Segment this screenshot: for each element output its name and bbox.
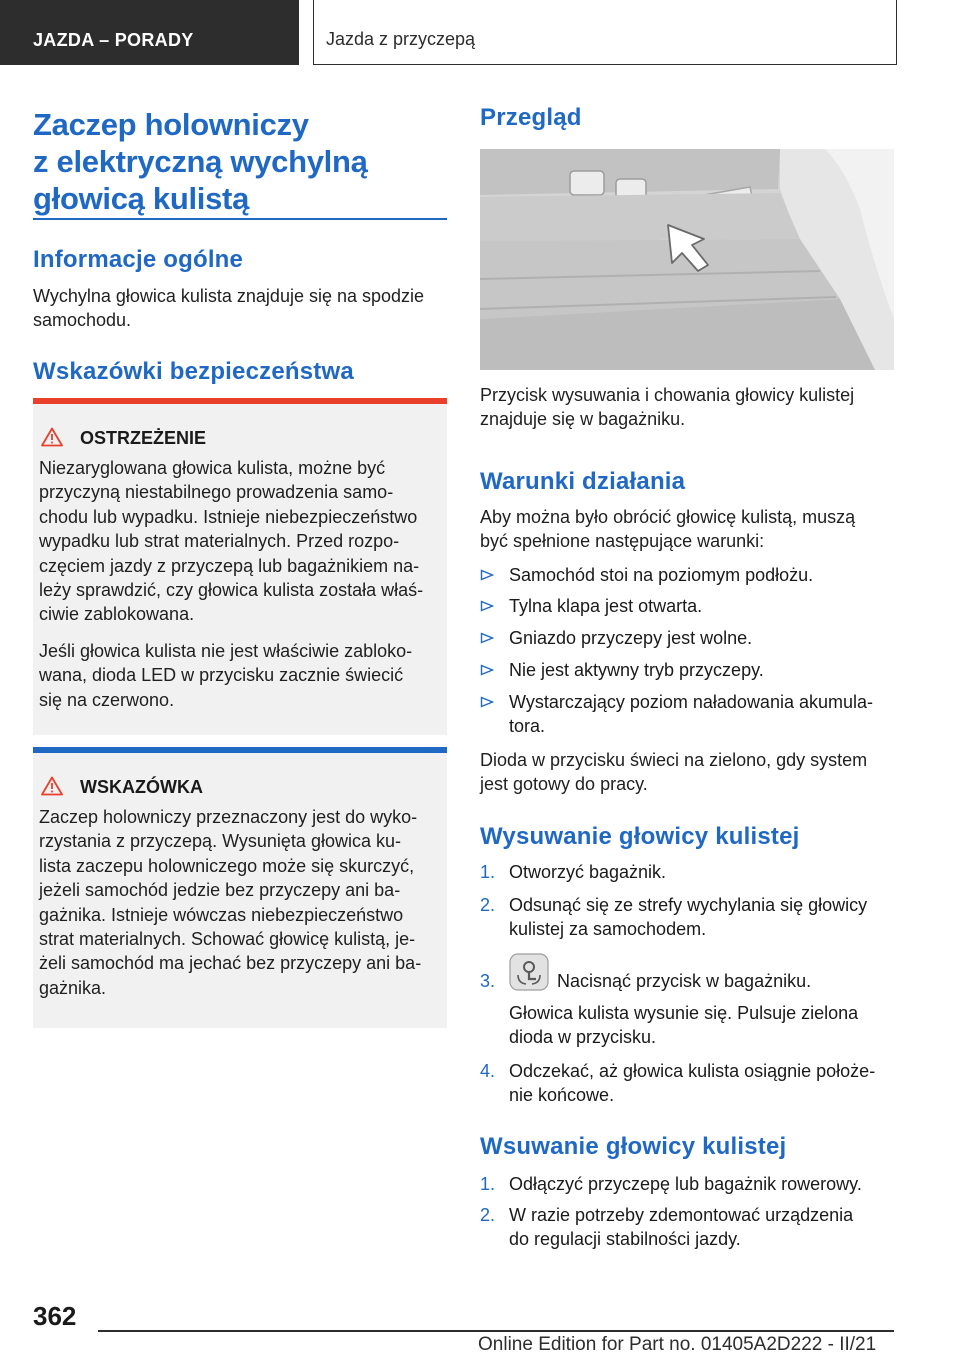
- title-line: Zaczep holowniczy: [33, 107, 309, 142]
- title-line: z elektryczną wychylną: [33, 144, 368, 179]
- notice-bar: [33, 747, 447, 753]
- retract-step: 2. W razie potrzeby zdemontować urządzenia do regulacji stabilności jazdy.: [480, 1205, 854, 1249]
- conditions-heading: Warunki działania: [480, 468, 686, 495]
- warning-text: Niezaryglowana głowica kulista, możne być przyczyną niestabilnego prowadzenia samo‐ chodu lub wypadku. Istnieje niebezpieczeństwo wypadku lub strat materialnych. Przed rozpo‐ częciem jazdy z przyczepą lub bagażnikiem na‐ leży sprawdzić, czy głowica kulista została właś‐ ciwie zablokowana.: [39, 458, 424, 625]
- conditions-intro: Aby można było obrócić głowicę kulistą, muszą być spełnione następujące warunki:: [480, 507, 856, 551]
- notice-text: Zaczep holowniczy przeznaczony jest do wyko‐ rzystania z przyczepą. Wysunięta głowica ku‐ lista zaczepu holowniczego może się skurczyć, jeżeli samochód jedzie bez przyczepy ani ba‐ gażnika. Istnieje wówczas niebezpieczeństwo strat materialnych. Schować głowicę kulistą, je‐ żeli samochód ma jechać bez przyczepy ani ba‐ gażnika.: [39, 807, 422, 998]
- triangle-bullet-icon: [480, 600, 494, 612]
- warning-text-led: Jeśli głowica kulista nie jest właściwie zabloko‐ wana, dioda LED w przycisku zacznie świecić się na czerwono.: [39, 641, 413, 710]
- warning-label: OSTRZEŻENIE: [80, 428, 207, 448]
- notice-box: [33, 747, 447, 1028]
- condition-item: Wystarczający poziom naładowania akumula‐ tora.: [480, 690, 894, 740]
- trunk-illustration: [480, 149, 894, 370]
- extend-heading: Wysuwanie głowicy kulistej: [480, 823, 800, 850]
- triangle-bullet-icon: [480, 696, 494, 708]
- title-divider: [33, 218, 447, 220]
- page-number: 362: [33, 1301, 77, 1331]
- conditions-outro: Dioda w przycisku świeci na zielono, gdy system jest gotowy do pracy.: [480, 750, 868, 794]
- warning-box: [33, 398, 447, 735]
- text-line: Wychylna głowica kulista znajduje się na spodzie: [33, 286, 425, 306]
- notice-label: WSKAZÓWKA: [80, 777, 203, 797]
- triangle-bullet-icon: [480, 632, 494, 644]
- safety-heading: Wskazówki bezpieczeństwa: [33, 358, 354, 385]
- warning-bar: [33, 398, 447, 404]
- general-text: [33, 284, 447, 332]
- footer-divider: [98, 1330, 894, 1332]
- general-heading: Informacje ogólne: [33, 246, 244, 273]
- extend-step: 3. Nacisnąć przycisk w bagażniku. Głowica kulista wysunie się. Pulsuje zielona dioda w przycisku.: [480, 969, 894, 1049]
- triangle-bullet-icon: [480, 664, 494, 676]
- tow-hitch-button-icon: [509, 953, 549, 991]
- section-label: JAZDA – PORADY: [33, 30, 194, 50]
- overview-heading: Przegląd: [480, 104, 582, 131]
- title-line: głowicą kulistą: [33, 181, 250, 216]
- page-title: [33, 106, 447, 217]
- extend-step: 4. Odczekać, aż głowica kulista osiągnie położe‐ nie końcowe.: [480, 1061, 876, 1105]
- warning-triangle-icon: [41, 427, 63, 447]
- chapter-label: Jazda z przyczepą: [326, 29, 476, 49]
- footer-edition: Online Edition for Part no. 01405A2D222 - II/21: [478, 1334, 877, 1355]
- trunk-photo: [480, 149, 894, 370]
- chapter-tab: [313, 0, 897, 65]
- retract-heading: Wsuwanie głowicy kulistej: [480, 1133, 787, 1160]
- triangle-bullet-icon: [480, 569, 494, 581]
- photo-caption: Przycisk wysuwania i chowania głowicy kulistej znajduje się w bagażniku.: [480, 385, 855, 429]
- section-tab: [0, 0, 299, 65]
- text-line: samochodu.: [33, 310, 132, 330]
- notice-triangle-icon: [41, 776, 63, 796]
- extend-step: 2. Odsunąć się ze strefy wychylania się głowicy kulistej za samochodem.: [480, 895, 868, 939]
